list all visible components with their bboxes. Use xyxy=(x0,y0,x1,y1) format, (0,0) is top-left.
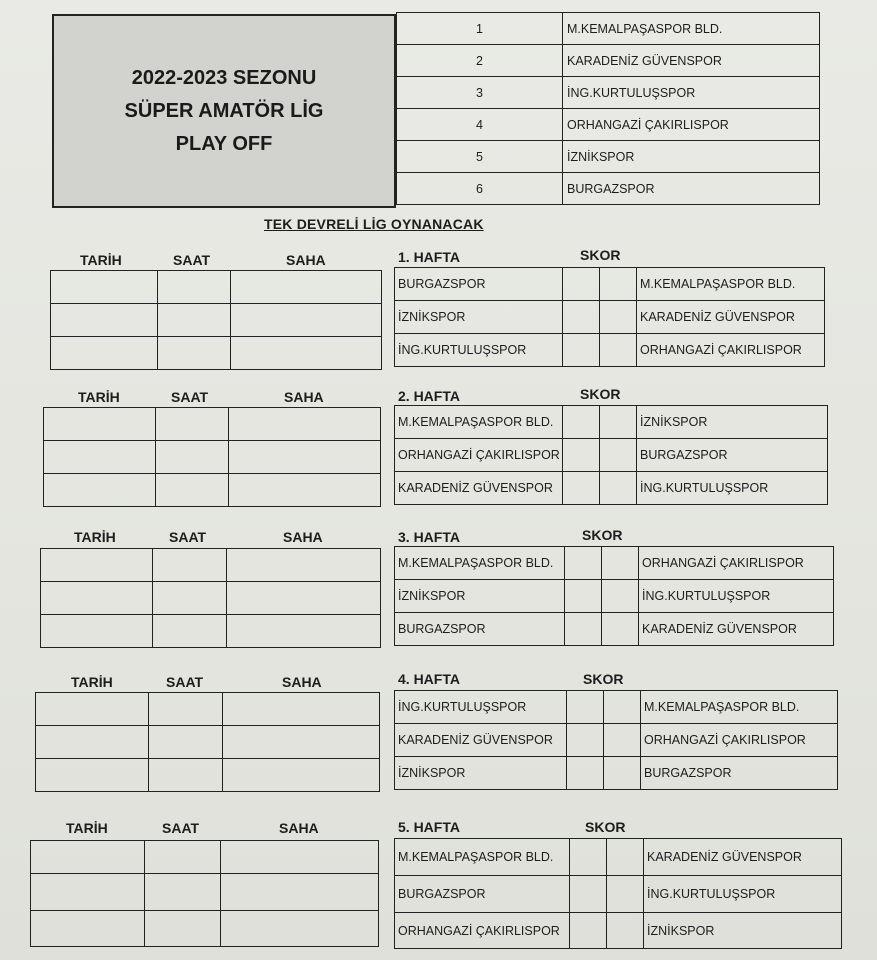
field-header: SAHA xyxy=(282,674,322,690)
field-header: SAHA xyxy=(279,820,319,836)
match-table xyxy=(394,267,825,367)
away-score-cell xyxy=(604,691,641,724)
team-row xyxy=(397,45,820,77)
away-score-cell xyxy=(604,757,641,790)
match-row xyxy=(395,757,838,790)
away-team: İZNİKSPOR xyxy=(644,913,842,949)
field-cell xyxy=(221,911,379,947)
date-cell xyxy=(44,408,156,441)
schedule-table xyxy=(43,407,381,507)
match-table xyxy=(394,546,834,646)
home-score-cell xyxy=(570,913,607,949)
team-number: 5 xyxy=(397,141,563,173)
score-header: SKOR xyxy=(585,819,626,835)
score-header: SKOR xyxy=(583,671,624,687)
schedule-row xyxy=(36,759,380,792)
home-score-cell xyxy=(563,301,600,334)
team-name: M.KEMALPAŞASPOR BLD. xyxy=(563,13,820,45)
team-name: BURGAZSPOR xyxy=(563,173,820,205)
field-cell xyxy=(231,304,382,337)
score-header: SKOR xyxy=(580,386,621,402)
away-score-cell xyxy=(602,613,639,646)
away-team: KARADENİZ GÜVENSPOR xyxy=(644,839,842,876)
date-cell xyxy=(44,474,156,507)
home-score-cell xyxy=(565,547,602,580)
schedule-row xyxy=(44,441,381,474)
away-team: İNG.KURTULUŞSPOR xyxy=(639,580,834,613)
field-header: SAHA xyxy=(284,389,324,405)
match-row xyxy=(395,547,834,580)
time-cell xyxy=(156,441,229,474)
match-row xyxy=(395,268,825,301)
match-table xyxy=(394,838,842,949)
team-number: 2 xyxy=(397,45,563,77)
team-number: 4 xyxy=(397,109,563,141)
home-team: BURGAZSPOR xyxy=(395,613,565,646)
schedule-row xyxy=(41,549,381,582)
date-header: TARİH xyxy=(71,674,113,690)
away-team: KARADENİZ GÜVENSPOR xyxy=(637,301,825,334)
date-cell xyxy=(51,271,158,304)
schedule-row xyxy=(51,271,382,304)
match-row xyxy=(395,839,842,876)
team-row xyxy=(397,109,820,141)
away-score-cell xyxy=(600,301,637,334)
schedule-table xyxy=(40,548,381,648)
date-header: TARİH xyxy=(78,389,120,405)
date-header: TARİH xyxy=(74,529,116,545)
date-cell xyxy=(51,304,158,337)
time-cell xyxy=(145,874,221,911)
away-team: İNG.KURTULUŞSPOR xyxy=(644,876,842,913)
away-team: BURGAZSPOR xyxy=(641,757,838,790)
time-header: SAAT xyxy=(171,389,209,405)
time-cell xyxy=(156,408,229,441)
away-team: İNG.KURTULUŞSPOR xyxy=(637,472,828,505)
away-team: ORHANGAZİ ÇAKIRLISPOR xyxy=(639,547,834,580)
date-cell xyxy=(31,874,145,911)
team-number: 1 xyxy=(397,13,563,45)
time-header: SAAT xyxy=(162,820,200,836)
match-row xyxy=(395,439,828,472)
home-team: İZNİKSPOR xyxy=(395,301,563,334)
away-team: ORHANGAZİ ÇAKIRLISPOR xyxy=(637,334,825,367)
date-cell xyxy=(36,693,149,726)
match-row xyxy=(395,301,825,334)
away-score-cell xyxy=(600,334,637,367)
field-cell xyxy=(229,441,381,474)
home-team: ORHANGAZİ ÇAKIRLISPOR xyxy=(395,913,570,949)
home-score-cell xyxy=(563,334,600,367)
away-score-cell xyxy=(600,439,637,472)
home-score-cell xyxy=(563,268,600,301)
time-header: SAAT xyxy=(169,529,207,545)
schedule-row xyxy=(44,408,381,441)
home-team: BURGAZSPOR xyxy=(395,268,563,301)
schedule-row xyxy=(36,726,380,759)
date-cell xyxy=(36,726,149,759)
match-row xyxy=(395,913,842,949)
field-header: SAHA xyxy=(283,529,323,545)
home-team: ORHANGAZİ ÇAKIRLISPOR xyxy=(395,439,563,472)
schedule-table xyxy=(35,692,380,792)
match-row xyxy=(395,613,834,646)
schedule-row xyxy=(31,841,379,874)
home-team: KARADENİZ GÜVENSPOR xyxy=(395,472,563,505)
schedule-row xyxy=(31,874,379,911)
schedule-table xyxy=(50,270,382,370)
time-cell xyxy=(158,271,231,304)
home-score-cell xyxy=(565,613,602,646)
match-row xyxy=(395,691,838,724)
time-cell xyxy=(145,911,221,947)
field-cell xyxy=(231,271,382,304)
field-cell xyxy=(229,408,381,441)
away-team: M.KEMALPAŞASPOR BLD. xyxy=(641,691,838,724)
week-title: 5. HAFTA xyxy=(398,819,460,835)
away-team: BURGAZSPOR xyxy=(637,439,828,472)
schedule-row xyxy=(44,474,381,507)
team-name: İNG.KURTULUŞSPOR xyxy=(563,77,820,109)
date-cell xyxy=(44,441,156,474)
field-cell xyxy=(227,549,381,582)
away-score-cell xyxy=(602,547,639,580)
home-score-cell xyxy=(563,472,600,505)
match-row xyxy=(395,724,838,757)
date-cell xyxy=(31,911,145,947)
date-cell xyxy=(31,841,145,874)
team-row xyxy=(397,141,820,173)
team-name: İZNİKSPOR xyxy=(563,141,820,173)
score-header: SKOR xyxy=(582,527,623,543)
field-cell xyxy=(227,615,381,648)
home-team: M.KEMALPAŞASPOR BLD. xyxy=(395,406,563,439)
match-row xyxy=(395,472,828,505)
date-cell xyxy=(36,759,149,792)
home-team: İZNİKSPOR xyxy=(395,757,567,790)
home-score-cell xyxy=(567,691,604,724)
match-row xyxy=(395,334,825,367)
team-row xyxy=(397,13,820,45)
home-team: İZNİKSPOR xyxy=(395,580,565,613)
team-row xyxy=(397,77,820,109)
date-header: TARİH xyxy=(80,252,122,268)
week-title: 4. HAFTA xyxy=(398,671,460,687)
season-title-box xyxy=(52,14,396,208)
schedule-row xyxy=(36,693,380,726)
home-team: BURGAZSPOR xyxy=(395,876,570,913)
score-header: SKOR xyxy=(580,247,621,263)
week-title: 3. HAFTA xyxy=(398,529,460,545)
team-name: KARADENİZ GÜVENSPOR xyxy=(563,45,820,77)
away-team: ORHANGAZİ ÇAKIRLISPOR xyxy=(641,724,838,757)
time-cell xyxy=(149,759,223,792)
time-cell xyxy=(153,615,227,648)
playoff-title: PLAY OFF xyxy=(175,132,273,155)
away-team: M.KEMALPAŞASPOR BLD. xyxy=(637,268,825,301)
date-cell xyxy=(41,549,153,582)
away-score-cell xyxy=(607,876,644,913)
home-score-cell xyxy=(563,406,600,439)
time-header: SAAT xyxy=(173,252,211,268)
time-cell xyxy=(158,337,231,370)
league-title: SÜPER AMATÖR LİG xyxy=(124,99,324,122)
home-score-cell xyxy=(567,757,604,790)
time-cell xyxy=(153,549,227,582)
season-title: 2022-2023 SEZONU xyxy=(131,66,317,89)
away-team: KARADENİZ GÜVENSPOR xyxy=(639,613,834,646)
time-cell xyxy=(158,304,231,337)
field-header: SAHA xyxy=(286,252,326,268)
home-score-cell xyxy=(570,876,607,913)
away-score-cell xyxy=(607,839,644,876)
home-team: M.KEMALPAŞASPOR BLD. xyxy=(395,839,570,876)
field-cell xyxy=(227,582,381,615)
week-title: 2. HAFTA xyxy=(398,388,460,404)
field-cell xyxy=(221,841,379,874)
schedule-row xyxy=(41,582,381,615)
time-cell xyxy=(149,726,223,759)
schedule-row xyxy=(51,304,382,337)
week-title: 1. HAFTA xyxy=(398,249,460,265)
field-cell xyxy=(223,759,380,792)
team-row xyxy=(397,173,820,205)
home-score-cell xyxy=(565,580,602,613)
date-cell xyxy=(41,615,153,648)
away-team: İZNİKSPOR xyxy=(637,406,828,439)
field-cell xyxy=(229,474,381,507)
date-header: TARİH xyxy=(66,820,108,836)
schedule-row xyxy=(31,911,379,947)
home-score-cell xyxy=(567,724,604,757)
date-cell xyxy=(41,582,153,615)
home-team: KARADENİZ GÜVENSPOR xyxy=(395,724,567,757)
teams-table xyxy=(396,12,820,205)
field-cell xyxy=(223,726,380,759)
away-score-cell xyxy=(600,406,637,439)
schedule-table xyxy=(30,840,379,947)
time-cell xyxy=(156,474,229,507)
away-score-cell xyxy=(602,580,639,613)
time-cell xyxy=(153,582,227,615)
match-table xyxy=(394,405,828,505)
away-score-cell xyxy=(600,268,637,301)
away-score-cell xyxy=(600,472,637,505)
team-number: 6 xyxy=(397,173,563,205)
format-subtitle: TEK DEVRELİ LİG OYNANACAK xyxy=(264,216,484,232)
home-score-cell xyxy=(563,439,600,472)
match-table xyxy=(394,690,838,790)
away-score-cell xyxy=(604,724,641,757)
field-cell xyxy=(221,874,379,911)
schedule-row xyxy=(41,615,381,648)
home-score-cell xyxy=(570,839,607,876)
home-team: M.KEMALPAŞASPOR BLD. xyxy=(395,547,565,580)
schedule-row xyxy=(51,337,382,370)
team-name: ORHANGAZİ ÇAKIRLISPOR xyxy=(563,109,820,141)
match-row xyxy=(395,580,834,613)
team-number: 3 xyxy=(397,77,563,109)
home-team: İNG.KURTULUŞSPOR xyxy=(395,334,563,367)
date-cell xyxy=(51,337,158,370)
field-cell xyxy=(231,337,382,370)
time-cell xyxy=(149,693,223,726)
time-cell xyxy=(145,841,221,874)
away-score-cell xyxy=(607,913,644,949)
home-team: İNG.KURTULUŞSPOR xyxy=(395,691,567,724)
field-cell xyxy=(223,693,380,726)
time-header: SAAT xyxy=(166,674,204,690)
match-row xyxy=(395,406,828,439)
match-row xyxy=(395,876,842,913)
